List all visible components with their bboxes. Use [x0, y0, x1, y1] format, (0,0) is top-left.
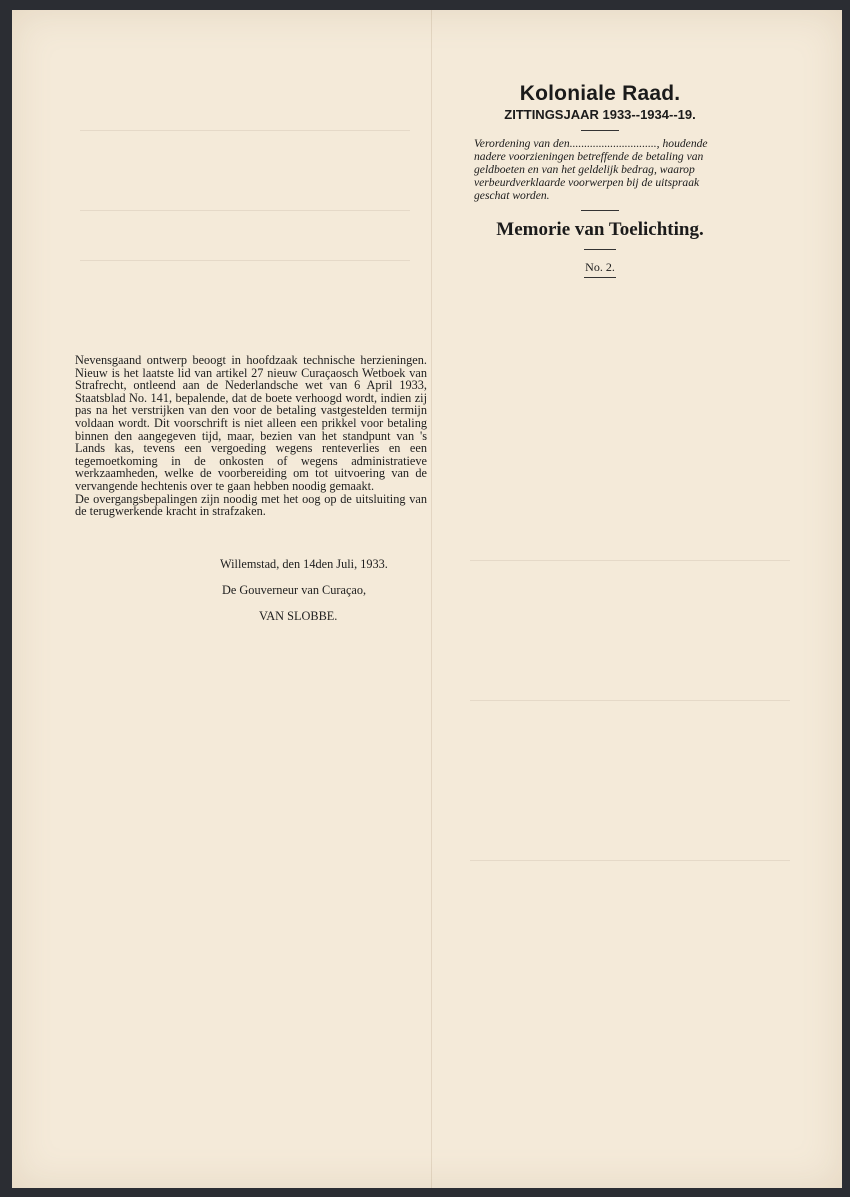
document-header — [470, 82, 730, 280]
divider — [581, 210, 619, 211]
ordinance-title: Verordening van den.............................., houdende nadere voorzieningen betreffende de betaling van geldboeten en van het geldelijk bedrag, waarop verbeurdverklaarde voorwerpen bij de uitspraak geschat worden. — [474, 137, 708, 202]
session-year: ZITTINGSJAAR 1933--1934--19. — [504, 107, 696, 122]
paragraph: De overgangsbepalingen zijn noodig met het oog op de uitsluiting van de terugwerkende kracht in strafzaken. — [75, 491, 427, 519]
show-through-line — [80, 130, 410, 131]
show-through-line — [80, 210, 410, 211]
signatory-office: De Gouverneur van Curaçao, — [222, 583, 367, 597]
place-date: Willemstad, den 14den Juli, 1933. — [220, 557, 388, 571]
show-through-line — [470, 860, 790, 861]
show-through-line — [470, 700, 790, 701]
document-number: No. 2. — [585, 260, 615, 274]
document-type-heading: Memorie van Toelichting. — [496, 219, 704, 240]
paragraph: Nevensgaand ontwerp beoogt in hoofdzaak technische herzieningen. Nieuw is het laatste lid van artikel 27 nieuw Curaçaosch Wetboek van Strafrecht, ontleend aan de Nederlandsche wet van 6 April 1933, Staatsblad No. 141, bepalende, dat de boete verhoogd wordt, indien zij pas na het verstrijken van den voor de betaling vastgestelden termijn voldaan wordt. Dit voorschrift is niet alleen een prikkel voor betaling binnen den aangegeven tijd, maar, bezien van het standpunt van 's Lands kas, tevens een vergoeding wegens renteverlies en een tegemoetkoming in de onkosten of wegens administratieve werkzaamheden, welke de voorbereiding om tot uitvoering van de vervangende hechtenis over te gaan hebben noodig gemaakt. — [75, 353, 427, 493]
page-fold-line — [431, 10, 432, 1188]
council-title: Koloniale Raad. — [519, 82, 681, 105]
signatory-name: VAN SLOBBE. — [259, 609, 338, 623]
divider — [584, 249, 616, 250]
show-through-line — [80, 260, 410, 261]
divider — [581, 130, 619, 131]
divider — [584, 277, 616, 278]
explanatory-text — [75, 354, 427, 518]
show-through-line — [470, 560, 790, 561]
